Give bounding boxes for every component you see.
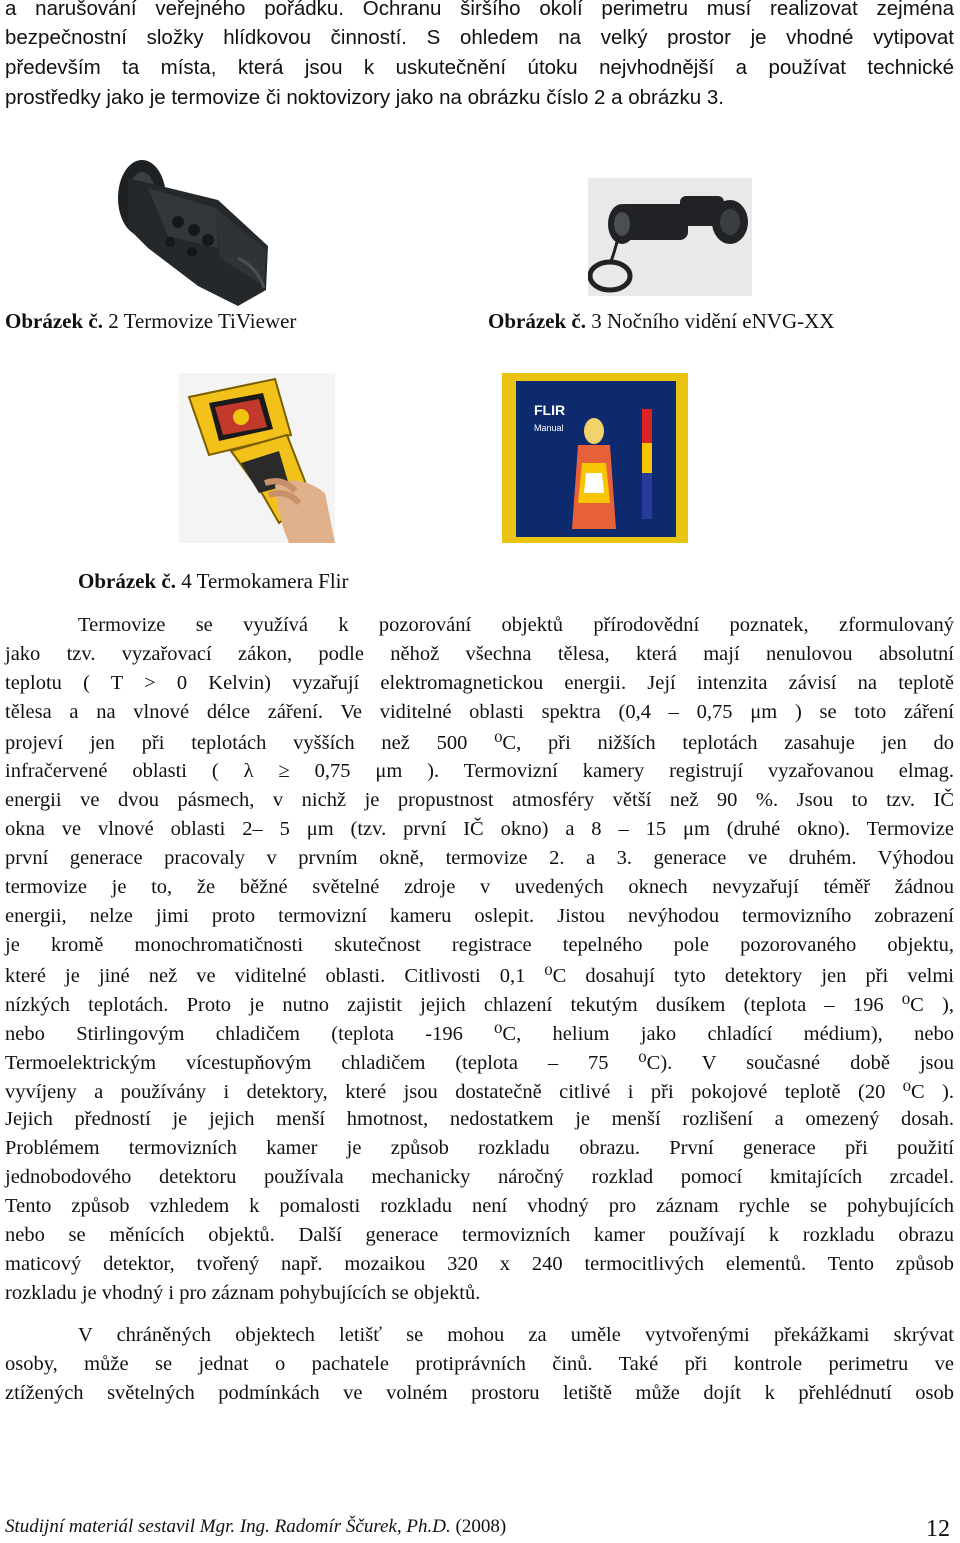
caption-text: Nočního vidění eNVG-XX xyxy=(606,309,835,333)
para2-line-3: ztížených světelných podmínkách ve volném prostoru letiště může dojít k přehlédnutí osob xyxy=(5,1382,954,1404)
figure-4-flir-screen-image xyxy=(502,373,688,543)
para2-line-2: osoby, může se jednat o pachatele protiprávních činů. Také při kontrole perimetru ve xyxy=(5,1353,954,1375)
body-line-4: tělesa a na vlnové délce záření. Ve viditelné oblasti spektra (0,4 – 0,75 μm ) se toto záření xyxy=(5,701,954,723)
intro-line-2: bezpečnostní složky hlídkovou činností. S ohledem na velký prostor je vhodné vytipovat xyxy=(5,26,954,49)
body-line-14: nízkých teplotách. Proto je nutno zajistit jejich chlazení tekutým dusíkem (teplota – 196 ⁰C ), xyxy=(5,994,954,1016)
para2-line-1: V chráněných objektech letišť se mohou za uměle vytvořenými překážkami skrývat xyxy=(78,1324,954,1346)
intro-line-1: a narušování veřejného pořádku. Ochranu širšího okolí perimetru musí realizovat zejména xyxy=(5,0,954,20)
body-line-11: energii, nelze jimi proto termovizní kameru oslepit. Jistou nevýhodou termovizního zobrazení xyxy=(5,905,954,927)
body-line-19: Problémem termovizních kamer je způsob rozkladu obrazu. První generace při použití xyxy=(5,1137,954,1159)
caption-figure-2 xyxy=(5,309,296,334)
body-line-3: teplotu ( T > 0 Kelvin) vyzařují elektromagnetickou energii. Její intenzita závisí na teplotě xyxy=(5,672,954,694)
body-line-2: jako tzv. vyzařovací zákon, podle něhož všechna tělesa, která mají nenulovou absolutní xyxy=(5,643,954,665)
body-line-9: první generace pracovaly v prvním okně, termovize 2. a 3. generace ve druhém. Výhodou xyxy=(5,847,954,869)
body-line-8: okna ve vlnové oblasti 2– 5 μm (tzv. první IČ okno) a 8 – 15 μm (druhé okno). Termovize xyxy=(5,818,954,840)
body-line-13: které je jiné než ve viditelné oblasti. Citlivosti 0,1 ⁰C dosahují tyto detektory jen při velmi xyxy=(5,965,954,987)
flir-mode-text: Manual xyxy=(534,423,564,433)
caption-figure-4 xyxy=(78,569,349,594)
body-line-21: Tento způsob vzhledem k pomalosti rozkladu není vhodný pro záznam rychle se pohybujících xyxy=(5,1195,954,1217)
caption-label: Obrázek č. xyxy=(488,309,586,333)
caption-text: Termokamera Flir xyxy=(196,569,349,593)
footer-author xyxy=(5,1516,506,1538)
body-line-6: infračervené oblasti ( λ ≥ 0,75 μm ). Termovizní kamery registrují vyzařovanou elmag. xyxy=(5,760,954,782)
caption-number: 2 xyxy=(108,309,119,333)
footer-year: (2008) xyxy=(455,1516,507,1537)
page-number: 12 xyxy=(926,1516,950,1542)
body-line-18: Jejich předností je jejich menší hmotnost, nedostatkem je menší rozlišení a omezený dosah. xyxy=(5,1108,954,1130)
figure-2-thermal-viewer-image xyxy=(108,158,274,308)
footer-author-text: Studijní materiál sestavil Mgr. Ing. Radomír Ščurek, Ph.D. xyxy=(5,1516,451,1537)
caption-text: Termovize TiViewer xyxy=(123,309,297,333)
caption-label: Obrázek č. xyxy=(78,569,176,593)
caption-figure-3 xyxy=(488,309,834,334)
caption-label: Obrázek č. xyxy=(5,309,103,333)
body-line-16: Termoelektrickým vícestupňovým chladičem (teplota – 75 ⁰C). V současné době jsou xyxy=(5,1052,954,1074)
body-line-20: jednobodového detektoru používala mechanicky náročný rozklad pomocí kmitajících zrcadel. xyxy=(5,1166,954,1188)
body-line-10: termovize je to, že běžné světelné zdroje v uvedených oknech nevyzařují téměř žádnou xyxy=(5,876,954,898)
body-line-17: vyvíjeny a používány i detektory, které jsou dostatečně citlivé i při pokojové teplotě (20 ⁰C ). xyxy=(5,1081,954,1103)
body-line-12: je kromě monochromatičnosti skutečnost registrace tepelného pole pozorovaného objektu, xyxy=(5,934,954,956)
figure-4-camera-image xyxy=(179,373,335,543)
body-line-15: nebo Stirlingovým chladičem (teplota -196 ⁰C, helium jako chladící médium), nebo xyxy=(5,1023,954,1045)
body-line-1: Termovize se využívá k pozorování objektů přírodovědní poznatek, zformulovaný xyxy=(78,614,954,636)
flir-logo-text: FLIR xyxy=(534,402,566,418)
figure-3-night-vision-image xyxy=(588,178,752,296)
body-line-23: maticový detektor, tvořený např. mozaikou 320 x 240 termocitlivých elementů. Tento způsob xyxy=(5,1253,954,1275)
caption-number: 4 xyxy=(181,569,192,593)
body-line-24: rozkladu je vhodný i pro záznam pohybujících se objektů. xyxy=(5,1282,481,1304)
caption-number: 3 xyxy=(591,309,602,333)
intro-line-4: prostředky jako je termovize či noktovizory jako na obrázku číslo 2 a obrázku 3. xyxy=(5,86,724,109)
body-line-5: projeví jen při teplotách vyšších než 500 ⁰C, při nižších teplotách zasahuje jen do xyxy=(5,732,954,754)
body-line-22: nebo se měnících objektů. Další generace termovizních kamer používají k rozkladu obrazu xyxy=(5,1224,954,1246)
body-line-7: energii ve dvou pásmech, v nichž je propustnost atmosféry větší než 90 %. Jsou to tzv. IČ xyxy=(5,789,954,811)
intro-line-3: především ta místa, která jsou k uskutečnění útoku nejvhodnější a používat technické xyxy=(5,56,954,79)
